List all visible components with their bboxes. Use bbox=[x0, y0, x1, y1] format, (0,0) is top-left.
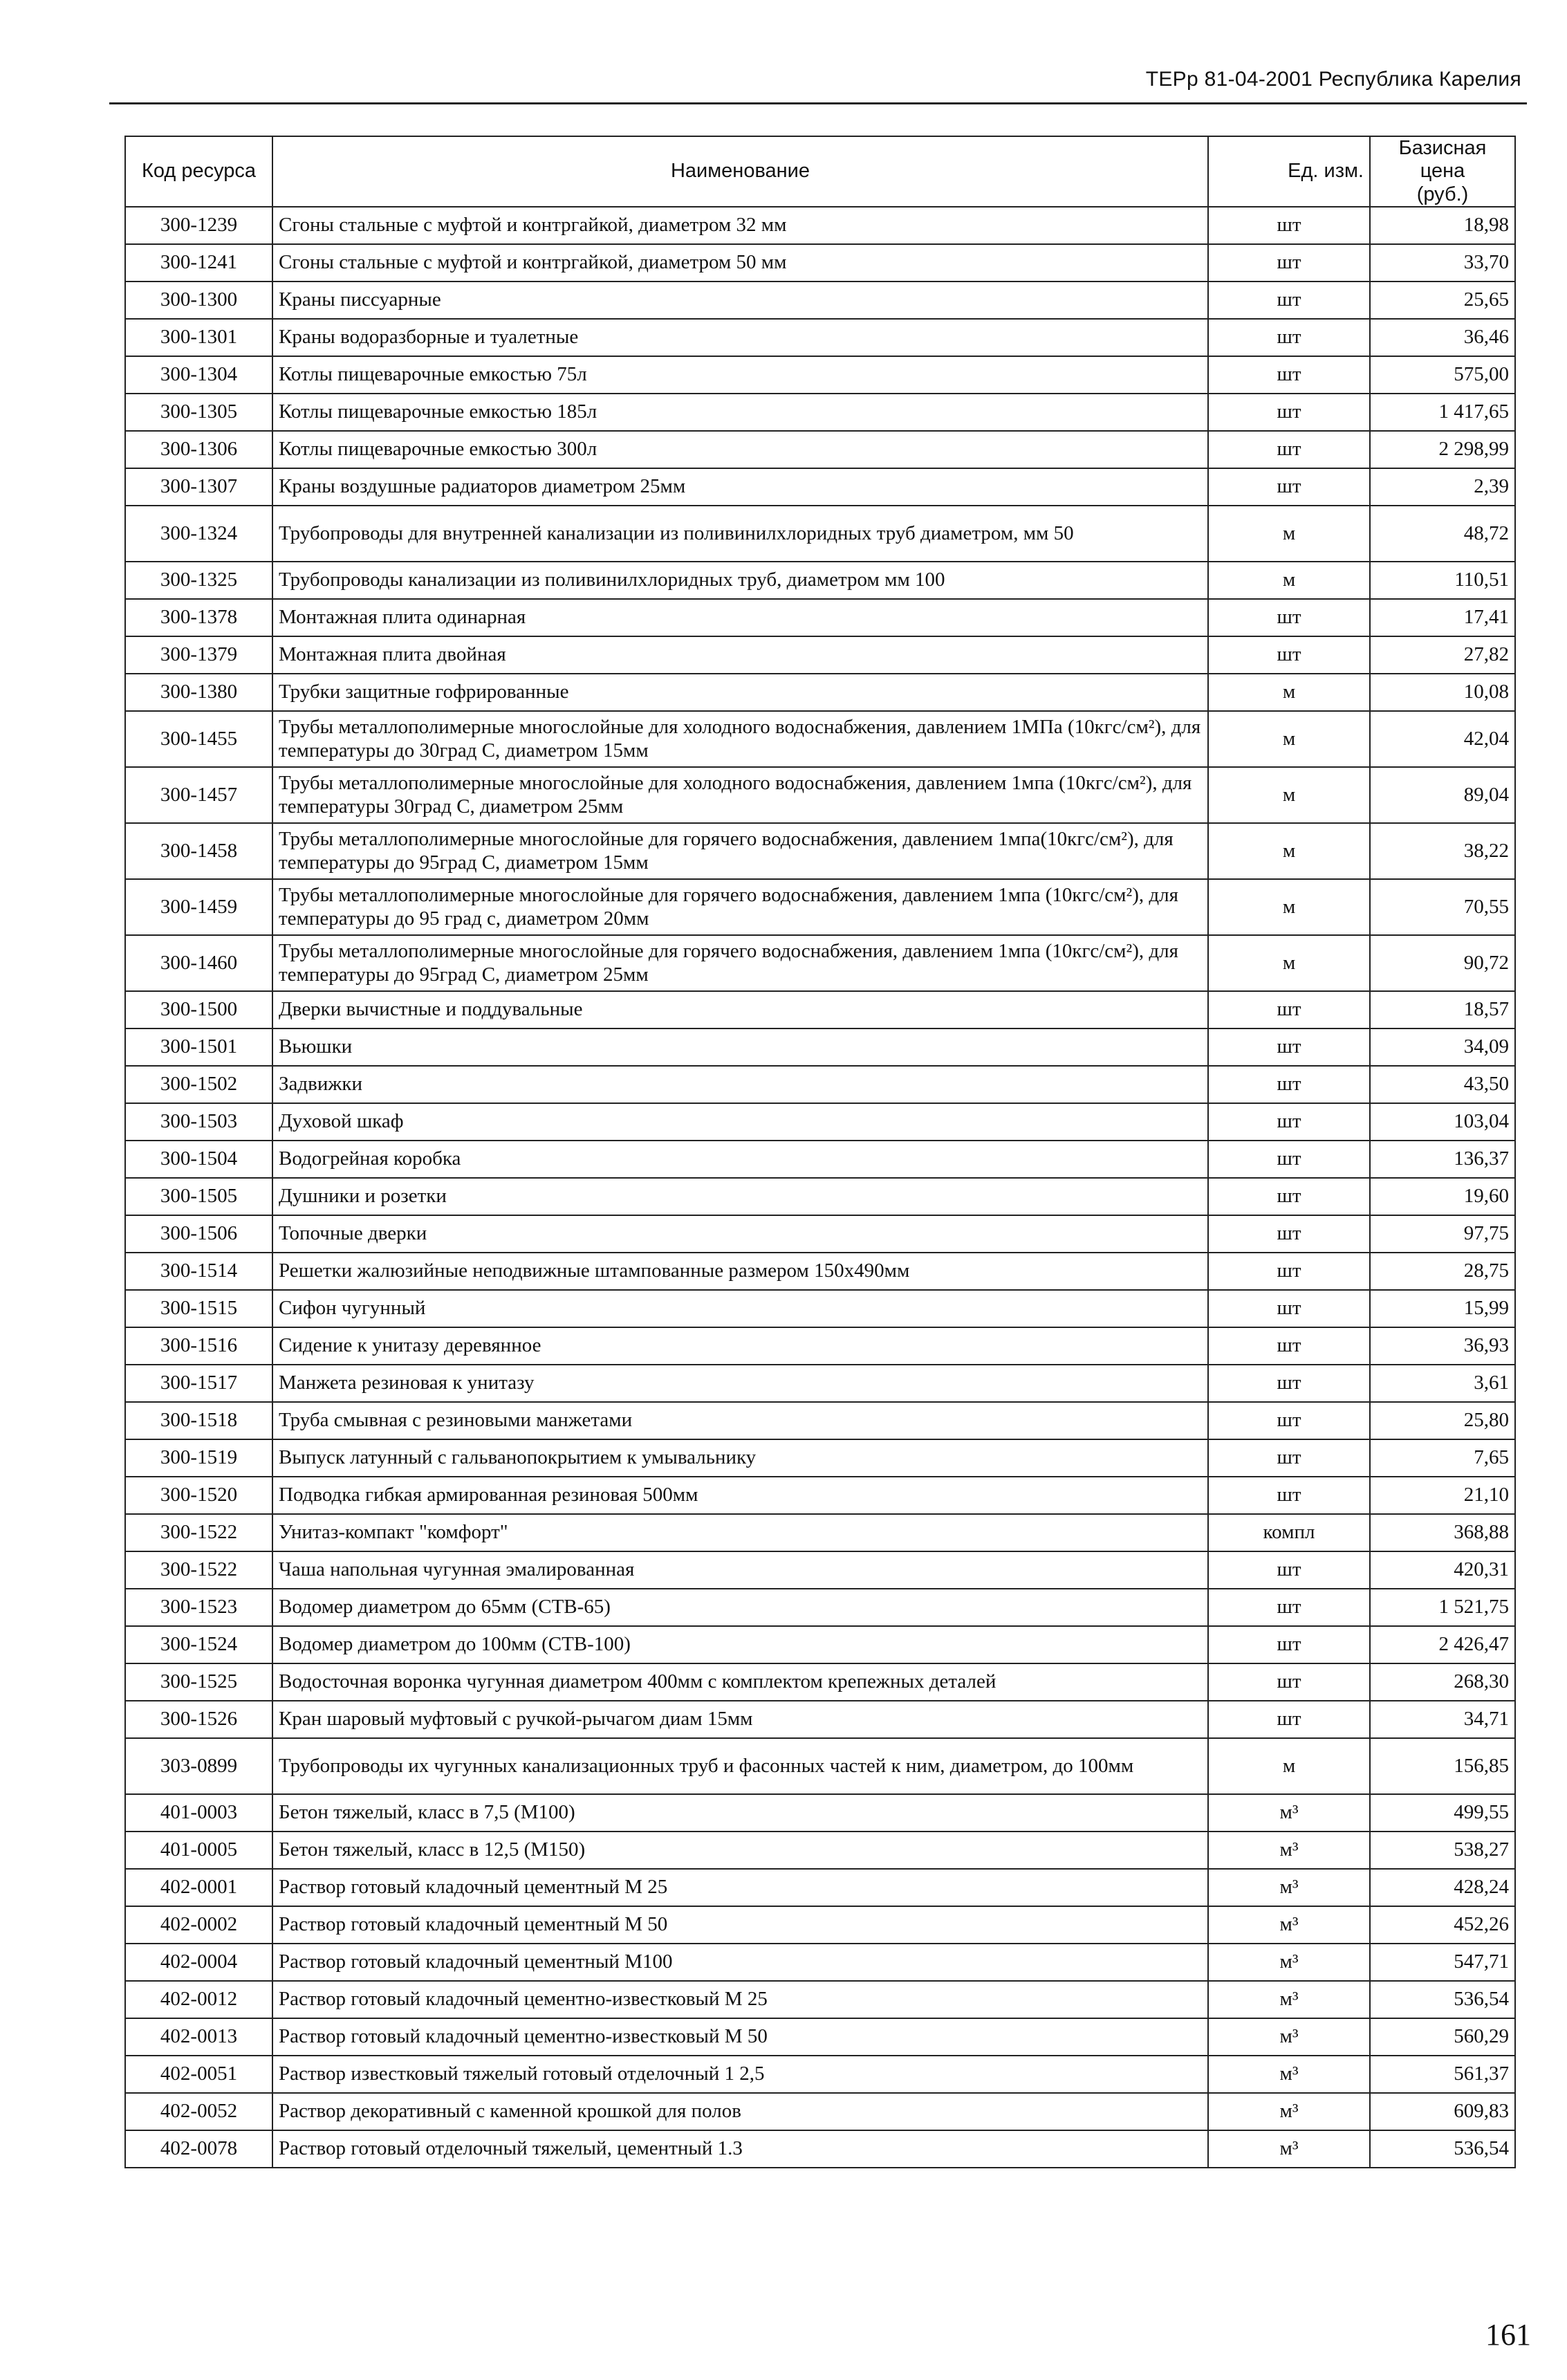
cell-unit: м bbox=[1208, 506, 1370, 562]
table-row bbox=[125, 935, 1515, 991]
cell-name: Трубки защитные гофрированные bbox=[272, 674, 1208, 711]
cell-unit: м bbox=[1208, 935, 1370, 991]
cell-price: 27,82 bbox=[1370, 636, 1515, 674]
cell-price: 609,83 bbox=[1370, 2093, 1515, 2130]
cell-name: Сифон чугунный bbox=[272, 1290, 1208, 1327]
cell-name: Раствор готовый кладочный цементный М 25 bbox=[272, 1869, 1208, 1906]
cell-name: Манжета резиновая к унитазу bbox=[272, 1365, 1208, 1402]
cell-code: 300-1378 bbox=[125, 599, 272, 636]
cell-name: Раствор готовый кладочный цементно-известковый М 50 bbox=[272, 2018, 1208, 2056]
cell-unit: м³ bbox=[1208, 1869, 1370, 1906]
cell-price: 43,50 bbox=[1370, 1066, 1515, 1103]
cell-name: Трубы металлополимерные многослойные для холодного водоснабжения, давлением 1мпа (10кгс/см²), для температуры 30град С, диаметром 25мм bbox=[272, 767, 1208, 823]
cell-unit: шт bbox=[1208, 1215, 1370, 1253]
table-row bbox=[125, 1701, 1515, 1738]
cell-price: 18,57 bbox=[1370, 991, 1515, 1028]
cell-unit: м³ bbox=[1208, 1944, 1370, 1981]
table-row bbox=[125, 1944, 1515, 1981]
cell-name: Водомер диаметром до 65мм (СТВ-65) bbox=[272, 1589, 1208, 1626]
cell-price: 547,71 bbox=[1370, 1944, 1515, 1981]
cell-code: 300-1506 bbox=[125, 1215, 272, 1253]
table-row bbox=[125, 244, 1515, 282]
cell-code: 300-1526 bbox=[125, 1701, 272, 1738]
cell-unit: шт bbox=[1208, 1477, 1370, 1514]
cell-code: 300-1301 bbox=[125, 319, 272, 356]
table-row bbox=[125, 282, 1515, 319]
cell-unit: компл bbox=[1208, 1514, 1370, 1551]
table-row bbox=[125, 1477, 1515, 1514]
cell-price: 428,24 bbox=[1370, 1869, 1515, 1906]
cell-unit: м bbox=[1208, 823, 1370, 879]
cell-code: 402-0004 bbox=[125, 1944, 272, 1981]
cell-code: 300-1505 bbox=[125, 1178, 272, 1215]
cell-price: 28,75 bbox=[1370, 1253, 1515, 1290]
cell-price: 575,00 bbox=[1370, 356, 1515, 394]
cell-price: 536,54 bbox=[1370, 2130, 1515, 2168]
table-row bbox=[125, 1253, 1515, 1290]
cell-name: Сгоны стальные с муфтой и контргайкой, диаметром 32 мм bbox=[272, 207, 1208, 244]
table-row bbox=[125, 636, 1515, 674]
cell-name: Труба смывная с резиновыми манжетами bbox=[272, 1402, 1208, 1439]
table-row bbox=[125, 2056, 1515, 2093]
table-body bbox=[125, 207, 1515, 2168]
cell-unit: шт bbox=[1208, 1365, 1370, 1402]
cell-price: 2,39 bbox=[1370, 468, 1515, 506]
cell-code: 300-1516 bbox=[125, 1327, 272, 1365]
cell-name: Трубопроводы для внутренней канализации из поливинилхлоридных труб диаметром, мм 50 bbox=[272, 506, 1208, 562]
table-row bbox=[125, 394, 1515, 431]
cell-price: 33,70 bbox=[1370, 244, 1515, 282]
cell-name: Трубопроводы канализации из поливинилхлоридных труб, диаметром мм 100 bbox=[272, 562, 1208, 599]
cell-code: 300-1379 bbox=[125, 636, 272, 674]
cell-name: Бетон тяжелый, класс в 12,5 (М150) bbox=[272, 1832, 1208, 1869]
cell-name: Краны воздушные радиаторов диаметром 25мм bbox=[272, 468, 1208, 506]
cell-code: 300-1306 bbox=[125, 431, 272, 468]
cell-name: Трубы металлополимерные многослойные для горячего водоснабжения, давлением 1мпа (10кгс/см²), для температуры до 95 град с, диаметром 20мм bbox=[272, 879, 1208, 935]
cell-unit: шт bbox=[1208, 431, 1370, 468]
cell-unit: м bbox=[1208, 711, 1370, 767]
cell-unit: шт bbox=[1208, 244, 1370, 282]
cell-price: 499,55 bbox=[1370, 1794, 1515, 1832]
cell-code: 300-1305 bbox=[125, 394, 272, 431]
cell-code: 300-1241 bbox=[125, 244, 272, 282]
cell-unit: шт bbox=[1208, 1327, 1370, 1365]
table-row bbox=[125, 1832, 1515, 1869]
cell-unit: м bbox=[1208, 562, 1370, 599]
cell-code: 402-0013 bbox=[125, 2018, 272, 2056]
table-row bbox=[125, 1589, 1515, 1626]
cell-code: 300-1325 bbox=[125, 562, 272, 599]
cell-price: 25,80 bbox=[1370, 1402, 1515, 1439]
cell-unit: шт bbox=[1208, 356, 1370, 394]
cell-unit: шт bbox=[1208, 1701, 1370, 1738]
table-row bbox=[125, 674, 1515, 711]
cell-name: Топочные дверки bbox=[272, 1215, 1208, 1253]
cell-name: Трубы металлополимерные многослойные для горячего водоснабжения, давлением 1мпа (10кгс/см²), для температуры до 95град С, диаметром 25мм bbox=[272, 935, 1208, 991]
cell-price: 36,93 bbox=[1370, 1327, 1515, 1365]
cell-name: Бетон тяжелый, класс в 7,5 (М100) bbox=[272, 1794, 1208, 1832]
table-row bbox=[125, 1215, 1515, 1253]
table-row bbox=[125, 506, 1515, 562]
column-header-code: Код ресурса bbox=[125, 136, 272, 207]
cell-code: 300-1514 bbox=[125, 1253, 272, 1290]
cell-name: Кран шаровый муфтовый с ручкой-рычагом диам 15мм bbox=[272, 1701, 1208, 1738]
column-header-price-line1: Базисная цена bbox=[1398, 137, 1487, 183]
cell-name: Раствор декоративный с каменной крошкой для полов bbox=[272, 2093, 1208, 2130]
cell-price: 1 417,65 bbox=[1370, 394, 1515, 431]
cell-price: 268,30 bbox=[1370, 1663, 1515, 1701]
cell-unit: м³ bbox=[1208, 2018, 1370, 2056]
cell-code: 402-0001 bbox=[125, 1869, 272, 1906]
cell-code: 303-0899 bbox=[125, 1738, 272, 1794]
cell-unit: шт bbox=[1208, 636, 1370, 674]
table-row bbox=[125, 1439, 1515, 1477]
table-row bbox=[125, 1066, 1515, 1103]
table-row bbox=[125, 1290, 1515, 1327]
table-row bbox=[125, 2130, 1515, 2168]
cell-name: Котлы пищеварочные емкостью 75л bbox=[272, 356, 1208, 394]
cell-name: Краны водоразборные и туалетные bbox=[272, 319, 1208, 356]
cell-price: 48,72 bbox=[1370, 506, 1515, 562]
cell-code: 300-1522 bbox=[125, 1551, 272, 1589]
table-header-row bbox=[125, 136, 1515, 207]
cell-unit: шт bbox=[1208, 1663, 1370, 1701]
cell-unit: шт bbox=[1208, 282, 1370, 319]
cell-name: Задвижки bbox=[272, 1066, 1208, 1103]
cell-price: 536,54 bbox=[1370, 1981, 1515, 2018]
cell-unit: шт bbox=[1208, 1103, 1370, 1141]
cell-name: Котлы пищеварочные емкостью 300л bbox=[272, 431, 1208, 468]
table-row bbox=[125, 562, 1515, 599]
cell-code: 300-1515 bbox=[125, 1290, 272, 1327]
table-row bbox=[125, 1514, 1515, 1551]
cell-price: 560,29 bbox=[1370, 2018, 1515, 2056]
cell-code: 402-0078 bbox=[125, 2130, 272, 2168]
cell-code: 402-0051 bbox=[125, 2056, 272, 2093]
cell-price: 1 521,75 bbox=[1370, 1589, 1515, 1626]
document-header-title: ТЕРр 81-04-2001 Республика Карелия bbox=[1145, 68, 1521, 91]
cell-price: 36,46 bbox=[1370, 319, 1515, 356]
cell-name: Монтажная плита одинарная bbox=[272, 599, 1208, 636]
table-row bbox=[125, 468, 1515, 506]
cell-code: 300-1517 bbox=[125, 1365, 272, 1402]
cell-name: Водомер диаметром до 100мм (СТВ-100) bbox=[272, 1626, 1208, 1663]
cell-price: 7,65 bbox=[1370, 1439, 1515, 1477]
table-row bbox=[125, 319, 1515, 356]
cell-unit: м³ bbox=[1208, 1832, 1370, 1869]
cell-code: 300-1457 bbox=[125, 767, 272, 823]
cell-name: Раствор готовый кладочный цементный М 50 bbox=[272, 1906, 1208, 1944]
cell-code: 300-1460 bbox=[125, 935, 272, 991]
cell-unit: шт bbox=[1208, 1589, 1370, 1626]
cell-unit: шт bbox=[1208, 1141, 1370, 1178]
cell-price: 2 426,47 bbox=[1370, 1626, 1515, 1663]
cell-price: 368,88 bbox=[1370, 1514, 1515, 1551]
table-row bbox=[125, 356, 1515, 394]
cell-unit: м bbox=[1208, 767, 1370, 823]
cell-price: 25,65 bbox=[1370, 282, 1515, 319]
table-row bbox=[125, 711, 1515, 767]
table-row bbox=[125, 1981, 1515, 2018]
cell-unit: шт bbox=[1208, 207, 1370, 244]
cell-price: 38,22 bbox=[1370, 823, 1515, 879]
table-row bbox=[125, 431, 1515, 468]
cell-price: 70,55 bbox=[1370, 879, 1515, 935]
table-row bbox=[125, 1365, 1515, 1402]
cell-unit: шт bbox=[1208, 394, 1370, 431]
cell-price: 18,98 bbox=[1370, 207, 1515, 244]
table-row bbox=[125, 1327, 1515, 1365]
cell-code: 401-0005 bbox=[125, 1832, 272, 1869]
cell-unit: шт bbox=[1208, 1066, 1370, 1103]
resource-price-table bbox=[124, 136, 1516, 2168]
cell-unit: шт bbox=[1208, 1402, 1370, 1439]
cell-price: 42,04 bbox=[1370, 711, 1515, 767]
cell-unit: шт bbox=[1208, 468, 1370, 506]
cell-name: Трубопроводы их чугунных канализационных труб и фасонных частей к ним, диаметром, до 100мм bbox=[272, 1738, 1208, 1794]
cell-unit: шт bbox=[1208, 1439, 1370, 1477]
table-row bbox=[125, 1178, 1515, 1215]
cell-code: 300-1502 bbox=[125, 1066, 272, 1103]
cell-unit: шт bbox=[1208, 1178, 1370, 1215]
cell-price: 19,60 bbox=[1370, 1178, 1515, 1215]
cell-code: 300-1459 bbox=[125, 879, 272, 935]
cell-name: Котлы пищеварочные емкостью 185л bbox=[272, 394, 1208, 431]
cell-price: 452,26 bbox=[1370, 1906, 1515, 1944]
table-row bbox=[125, 2018, 1515, 2056]
cell-code: 300-1519 bbox=[125, 1439, 272, 1477]
table-row bbox=[125, 767, 1515, 823]
table-row bbox=[125, 1738, 1515, 1794]
cell-unit: м³ bbox=[1208, 1906, 1370, 1944]
cell-code: 300-1304 bbox=[125, 356, 272, 394]
cell-code: 300-1504 bbox=[125, 1141, 272, 1178]
cell-price: 561,37 bbox=[1370, 2056, 1515, 2093]
column-header-price bbox=[1370, 136, 1515, 207]
table-row bbox=[125, 2093, 1515, 2130]
cell-code: 300-1525 bbox=[125, 1663, 272, 1701]
column-header-name: Наименование bbox=[272, 136, 1208, 207]
cell-code: 300-1239 bbox=[125, 207, 272, 244]
cell-price: 34,71 bbox=[1370, 1701, 1515, 1738]
cell-unit: м bbox=[1208, 674, 1370, 711]
cell-code: 300-1380 bbox=[125, 674, 272, 711]
cell-code: 300-1458 bbox=[125, 823, 272, 879]
cell-name: Сидение к унитазу деревянное bbox=[272, 1327, 1208, 1365]
cell-price: 10,08 bbox=[1370, 674, 1515, 711]
cell-unit: шт bbox=[1208, 1290, 1370, 1327]
cell-price: 97,75 bbox=[1370, 1215, 1515, 1253]
cell-name: Подводка гибкая армированная резиновая 500мм bbox=[272, 1477, 1208, 1514]
cell-code: 300-1518 bbox=[125, 1402, 272, 1439]
cell-name: Монтажная плита двойная bbox=[272, 636, 1208, 674]
cell-unit: м bbox=[1208, 879, 1370, 935]
cell-unit: м³ bbox=[1208, 1794, 1370, 1832]
cell-name: Чаша напольная чугунная эмалированная bbox=[272, 1551, 1208, 1589]
cell-code: 300-1501 bbox=[125, 1028, 272, 1066]
cell-unit: шт bbox=[1208, 319, 1370, 356]
cell-price: 110,51 bbox=[1370, 562, 1515, 599]
cell-code: 300-1455 bbox=[125, 711, 272, 767]
cell-name: Душники и розетки bbox=[272, 1178, 1208, 1215]
cell-code: 300-1523 bbox=[125, 1589, 272, 1626]
cell-unit: м³ bbox=[1208, 2130, 1370, 2168]
cell-code: 300-1524 bbox=[125, 1626, 272, 1663]
cell-name: Духовой шкаф bbox=[272, 1103, 1208, 1141]
header-rule bbox=[109, 102, 1527, 104]
cell-price: 3,61 bbox=[1370, 1365, 1515, 1402]
table-row bbox=[125, 599, 1515, 636]
cell-price: 103,04 bbox=[1370, 1103, 1515, 1141]
table-row bbox=[125, 1906, 1515, 1944]
cell-name: Водогрейная коробка bbox=[272, 1141, 1208, 1178]
cell-price: 136,37 bbox=[1370, 1141, 1515, 1178]
table-row bbox=[125, 879, 1515, 935]
cell-name: Раствор готовый кладочный цементно-известковый М 25 bbox=[272, 1981, 1208, 2018]
cell-price: 21,10 bbox=[1370, 1477, 1515, 1514]
cell-name: Раствор готовый кладочный цементный М100 bbox=[272, 1944, 1208, 1981]
cell-price: 17,41 bbox=[1370, 599, 1515, 636]
cell-price: 538,27 bbox=[1370, 1832, 1515, 1869]
cell-code: 402-0052 bbox=[125, 2093, 272, 2130]
cell-code: 402-0002 bbox=[125, 1906, 272, 1944]
table-row bbox=[125, 1663, 1515, 1701]
cell-price: 420,31 bbox=[1370, 1551, 1515, 1589]
cell-unit: м bbox=[1208, 1738, 1370, 1794]
table-row bbox=[125, 1103, 1515, 1141]
cell-price: 156,85 bbox=[1370, 1738, 1515, 1794]
table-row bbox=[125, 1869, 1515, 1906]
cell-price: 90,72 bbox=[1370, 935, 1515, 991]
table-row bbox=[125, 1028, 1515, 1066]
page-number: 161 bbox=[1485, 2318, 1531, 2352]
cell-name: Трубы металлополимерные многослойные для холодного водоснабжения, давлением 1МПа (10кгс/см²), для температуры до 30град С, диаметром 15мм bbox=[272, 711, 1208, 767]
cell-name: Трубы металлополимерные многослойные для горячего водоснабжения, давлением 1мпа(10кгс/см²), для температуры до 95град С, диаметром 15мм bbox=[272, 823, 1208, 879]
table-row bbox=[125, 991, 1515, 1028]
cell-price: 34,09 bbox=[1370, 1028, 1515, 1066]
cell-price: 89,04 bbox=[1370, 767, 1515, 823]
cell-unit: шт bbox=[1208, 1253, 1370, 1290]
cell-price: 2 298,99 bbox=[1370, 431, 1515, 468]
cell-name: Краны писсуарные bbox=[272, 282, 1208, 319]
cell-code: 300-1503 bbox=[125, 1103, 272, 1141]
cell-name: Водосточная воронка чугунная диаметром 400мм с комплектом крепежных деталей bbox=[272, 1663, 1208, 1701]
cell-unit: шт bbox=[1208, 1551, 1370, 1589]
table-row bbox=[125, 1141, 1515, 1178]
cell-code: 402-0012 bbox=[125, 1981, 272, 2018]
cell-name: Решетки жалюзийные неподвижные штампованные размером 150х490мм bbox=[272, 1253, 1208, 1290]
cell-price: 15,99 bbox=[1370, 1290, 1515, 1327]
cell-code: 300-1500 bbox=[125, 991, 272, 1028]
cell-code: 300-1307 bbox=[125, 468, 272, 506]
cell-code: 300-1324 bbox=[125, 506, 272, 562]
cell-code: 300-1300 bbox=[125, 282, 272, 319]
cell-name: Дверки вычистные и поддувальные bbox=[272, 991, 1208, 1028]
cell-name: Раствор готовый отделочный тяжелый, цементный 1.3 bbox=[272, 2130, 1208, 2168]
table-row bbox=[125, 1626, 1515, 1663]
cell-unit: м³ bbox=[1208, 2056, 1370, 2093]
cell-code: 300-1522 bbox=[125, 1514, 272, 1551]
cell-code: 401-0003 bbox=[125, 1794, 272, 1832]
cell-name: Выпуск латунный с гальванопокрытием к умывальнику bbox=[272, 1439, 1208, 1477]
table-row bbox=[125, 207, 1515, 244]
cell-name: Раствор известковый тяжелый готовый отделочный 1 2,5 bbox=[272, 2056, 1208, 2093]
cell-name: Вьюшки bbox=[272, 1028, 1208, 1066]
table-row bbox=[125, 1794, 1515, 1832]
cell-unit: шт bbox=[1208, 991, 1370, 1028]
cell-code: 300-1520 bbox=[125, 1477, 272, 1514]
column-header-price-line2: (руб.) bbox=[1416, 183, 1469, 205]
cell-unit: м³ bbox=[1208, 2093, 1370, 2130]
cell-unit: шт bbox=[1208, 1626, 1370, 1663]
table-row bbox=[125, 1402, 1515, 1439]
table-row bbox=[125, 1551, 1515, 1589]
column-header-unit: Ед. изм. bbox=[1208, 136, 1370, 207]
cell-name: Сгоны стальные с муфтой и контргайкой, диаметром 50 мм bbox=[272, 244, 1208, 282]
table-row bbox=[125, 823, 1515, 879]
cell-unit: м³ bbox=[1208, 1981, 1370, 2018]
cell-unit: шт bbox=[1208, 1028, 1370, 1066]
cell-name: Унитаз-компакт "комфорт" bbox=[272, 1514, 1208, 1551]
cell-unit: шт bbox=[1208, 599, 1370, 636]
